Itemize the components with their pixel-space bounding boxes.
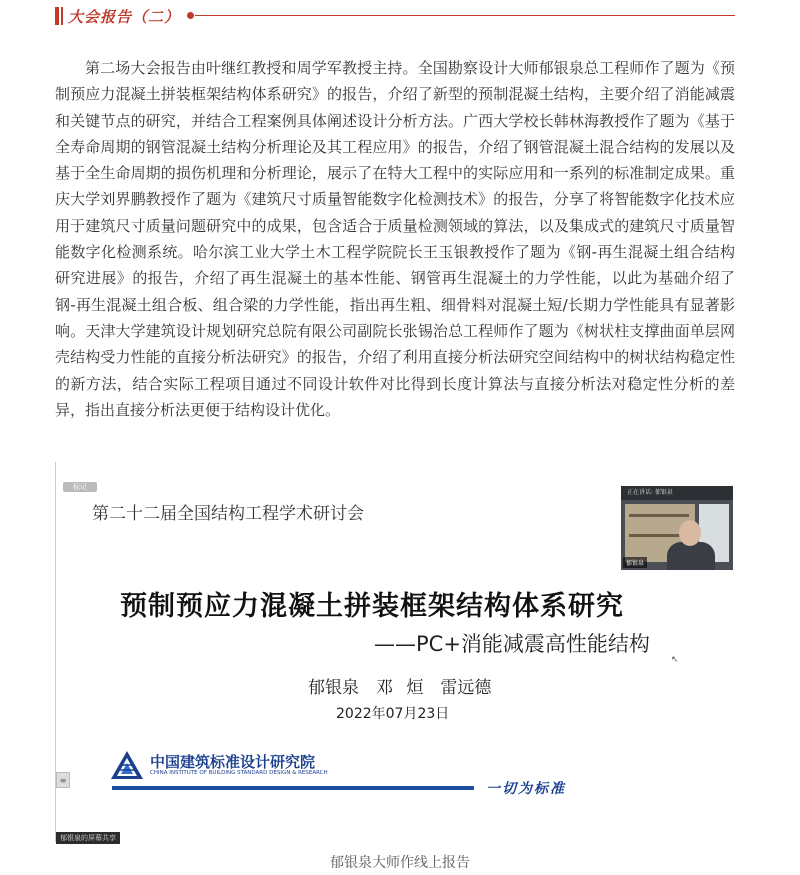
speaker-video [621,486,733,570]
slide-authors: 郁银泉 邓 烜 雷远德 [308,678,492,698]
slide-title: 预制预应力混凝土拼装框架结构体系研究 [120,591,624,622]
screen-share-tag: 郁银泉的屏幕共享 [56,832,120,844]
speaker-video-header: 正在讲话: 郁银泉 [621,486,733,500]
section-header [55,6,735,26]
speaker-body [667,542,715,570]
slide-corner-tag: 标记 [63,482,97,492]
report-paragraph: 第二场大会报告由叶继红教授和周学军教授主持。全国勘察设计大师郁银泉总工程师作了题为《预制预应力混凝土拼装框架结构体系研究》的报告，介绍了新型的预制混凝土结构，主要介绍了消能减震和关键节点的研究，并结合工程案例具体阐述设计分析方法。广西大学校长韩林海教授作了题为《基于全寿命周期的钢管混凝土结构分析理论及其工程应用》的报告，介绍了钢管混凝土混合结构的发展以及基于全生命周期的损伤机理和分析理论，展示了在特大工程中的实际应用和一系列的标准制定成果。重庆大学刘界鹏教授作了题为《建筑尺寸质量智能数字化检测技术》的报告，分享了将智能数字化技术应用于建筑尺寸质量问题研究中的成果，包含适合于质量检测领域的算法，以及集成式的建筑尺寸质量智能数字化检测系统。哈尔滨工业大学土木工程学院院长王玉银教授作了题为《钢-再生混凝土组合结构研究进展》的报告，介绍了再生混凝土的基本性能、钢管再生混凝土的力学性能，以此为基础介绍了钢-再生混凝土组合板、组合梁的力学性能，指出再生粗、细骨料对混凝土短/长期力学性能具有显著影响。天津大学建筑设计规划研究总院有限公司副院长张锡治总工程师作了题为《树状柱支撑曲面单层网壳结构受力性能的直接分析法研究》的报告，介绍了利用直接分析法研究空间结构中的树状结构稳定性的新方法，结合实际工程项目通过不同设计软件对比得到长度计算法与直接分析法对稳定性分析的差异，指出直接分析法更便于结构设计优化。 [55,59,735,419]
institute-name-en: CHINA INSTITUTE OF BUILDING STANDARD DESIGN & RESEARCH [150,770,328,776]
institute-brand-bar [112,786,474,790]
mouse-cursor-icon: ↖ [671,655,679,665]
institute-name-cn: 中国建筑标准设计研究院 [150,753,316,771]
conference-name: 第二十二届全国结构工程学术研讨会 [92,504,364,524]
section-title: 大会报告（二） [68,8,181,26]
section-accent-bar-thin [61,7,63,25]
image-caption: 郁银泉大师作线上报告 [330,855,470,871]
speaker-name-label: 郁银泉 [623,557,647,568]
presentation-screenshot [55,462,736,842]
section-accent-bar [55,7,59,25]
slide-subtitle: ——PC+消能减震高性能结构 [374,632,650,656]
section-divider-line [195,15,735,16]
institute-motto: 一切为标准 [486,781,566,797]
speaker-head [679,520,701,546]
institute-logo-icon [110,750,144,780]
slide-date: 2022年07月23日 [336,706,450,722]
section-divider-dot [187,12,194,19]
side-panel-handle[interactable]: ≡ [56,772,70,788]
